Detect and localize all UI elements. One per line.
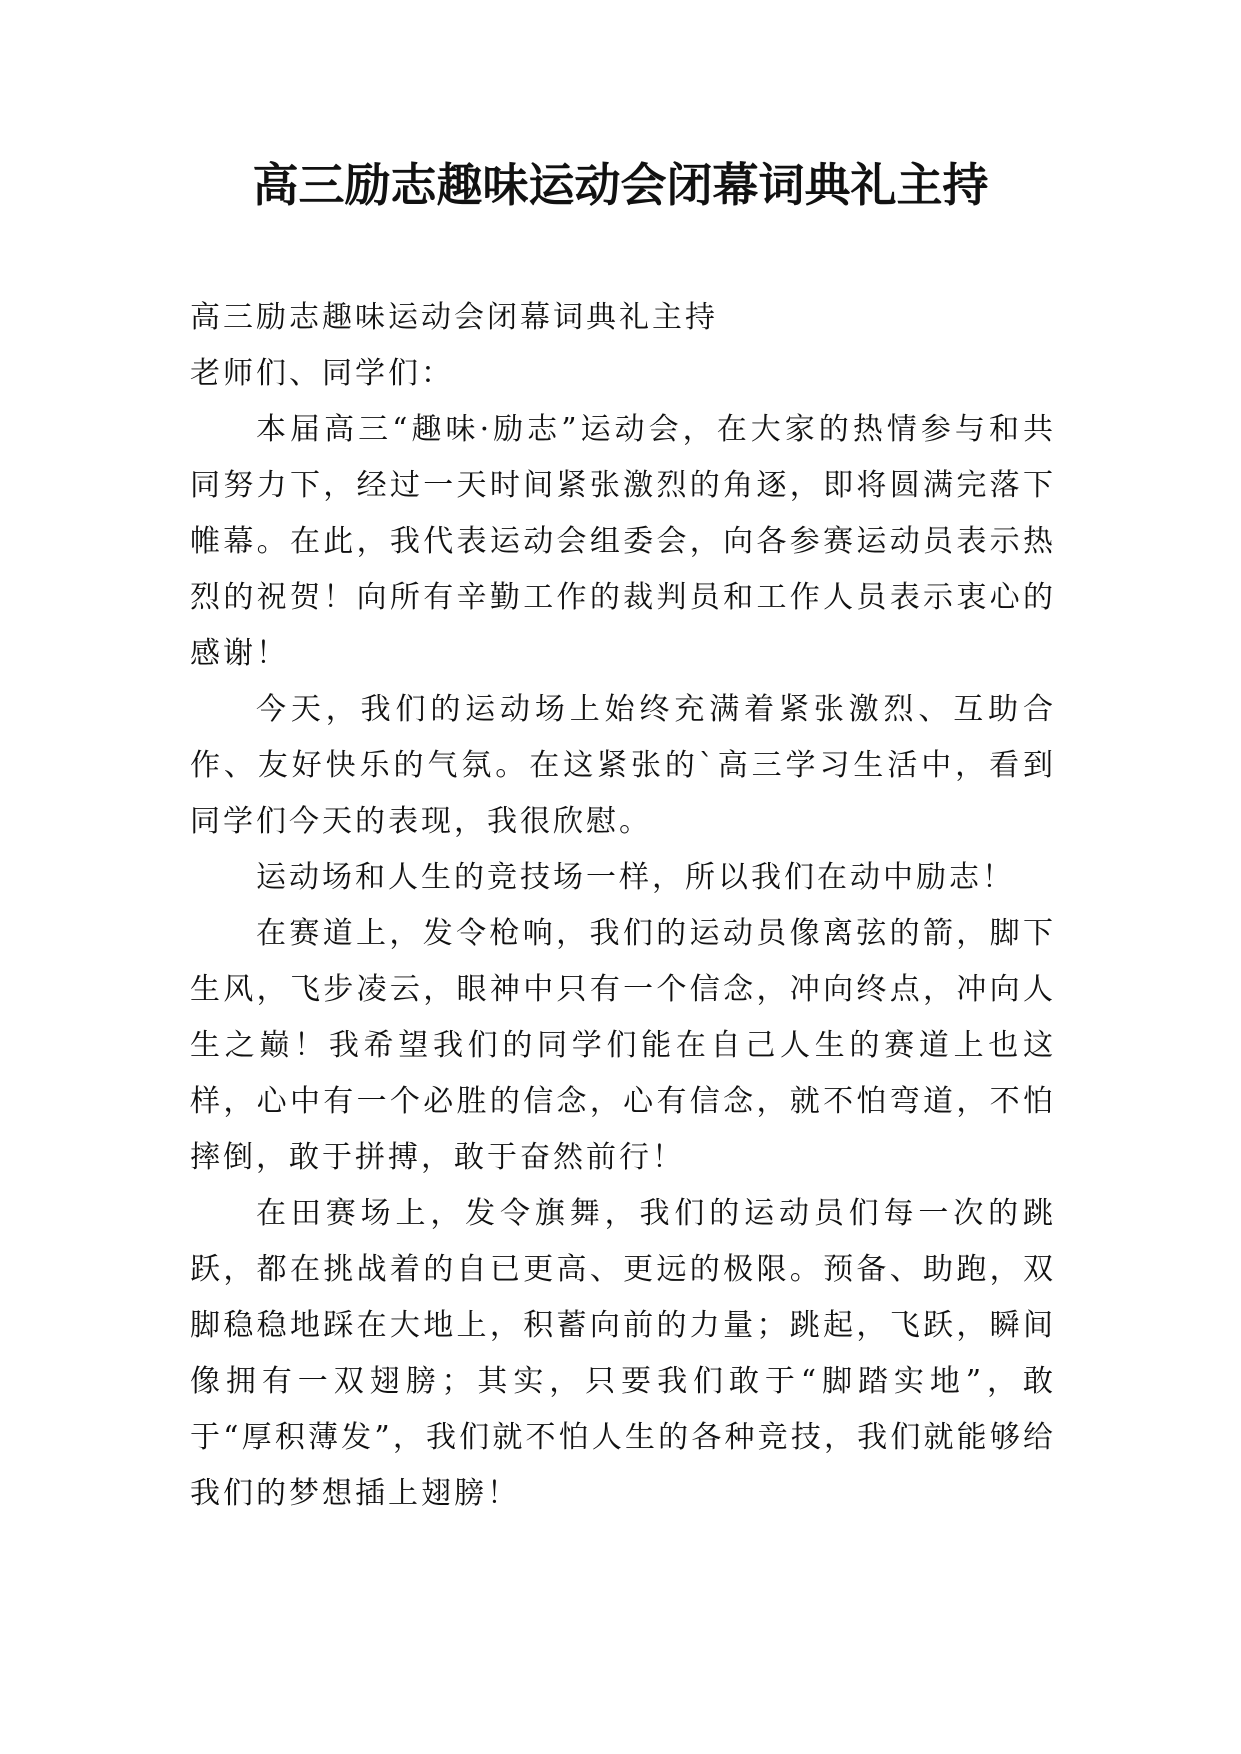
- document-body: [190, 290, 1056, 1522]
- paragraph-1: 本届高三“趣味·励志”运动会，在大家的热情参与和共同努力下，经过一天时间紧张激烈的角逐，即将圆满完落下帷幕。在此，我代表运动会组委会，向各参赛运动员表示热烈的祝贺！向所有辛勤工作的裁判员和工作人员表示衷心的感谢！: [190, 412, 1056, 671]
- paragraph-4: 在赛道上，发令枪响，我们的运动员像离弦的箭，脚下生风，飞步凌云，眼神中只有一个信念，冲向终点，冲向人生之巅！我希望我们的同学们能在自己人生的赛道上也这样，心中有一个必胜的信念，心有信念，就不怕弯道，不怕摔倒，敢于拼搏，敢于奋然前行！: [190, 916, 1056, 1175]
- paragraph-3: 运动场和人生的竞技场一样，所以我们在动中励志！: [256, 860, 1015, 895]
- paragraph-2: 今天，我们的运动场上始终充满着紧张激烈、互助合作、友好快乐的气氛。在这紧张的`高三学习生活中，看到同学们今天的表现，我很欣慰。: [190, 692, 1056, 839]
- document-subtitle: 高三励志趣味运动会闭幕词典礼主持: [190, 300, 718, 335]
- document-title: 高三励志趣味运动会闭幕词典礼主持: [252, 158, 989, 212]
- paragraph-5: 在田赛场上，发令旗舞，我们的运动员们每一次的跳跃，都在挑战着的自已更高、更远的极限。预备、助跑，双脚稳稳地踩在大地上，积蓄向前的力量；跳起，飞跃，瞬间像拥有一双翅膀；其实，只要我们敢于“脚踏实地”，敢于“厚积薄发”，我们就不怕人生的各种竞技，我们就能够给我们的梦想插上翅膀！: [190, 1196, 1056, 1511]
- salutation: 老师们、同学们：: [190, 356, 454, 391]
